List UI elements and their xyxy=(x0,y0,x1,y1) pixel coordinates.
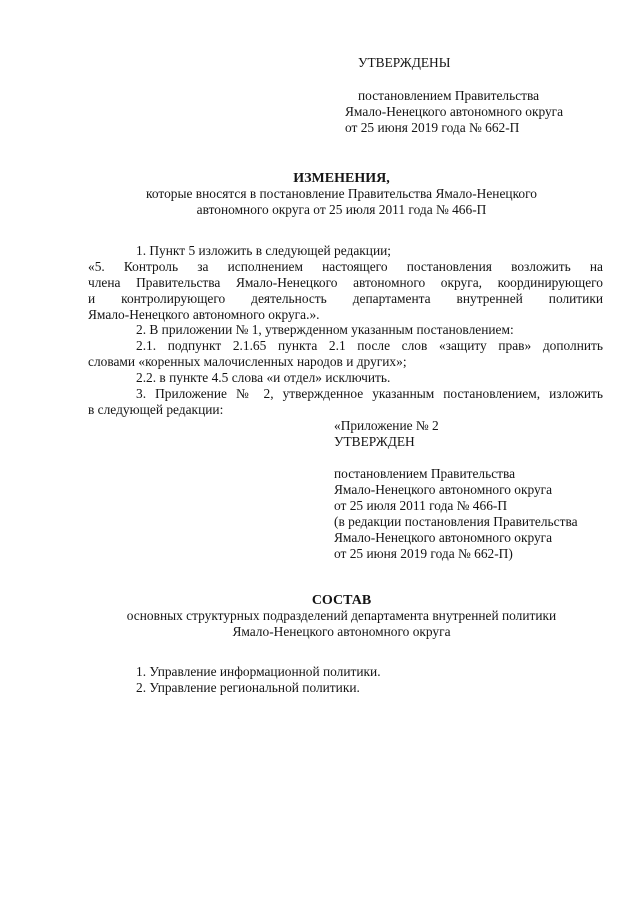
composition-item-1: 1. Управление информационной политики. xyxy=(136,664,381,679)
appendix-label: «Приложение № 2 xyxy=(334,418,439,433)
composition-heading: СОСТАВ xyxy=(311,593,372,608)
paragraph-3: 2. В приложении № 1, утвержденном указанным постановлением: xyxy=(136,322,514,337)
changes-subtitle-1: которые вносятся в постановление Правительства Ямало-Ненецкого xyxy=(146,186,537,201)
paragraph-2-line-1: «5. Контроль за исполнением настоящего постановления возложить на xyxy=(88,259,603,274)
paragraph-1: 1. Пункт 5 изложить в следующей редакции; xyxy=(136,243,392,258)
changes-subtitle-2: автономного округа от 25 июля 2011 года № 466-П xyxy=(196,202,487,217)
appendix-line-2: Ямало-Ненецкого автономного округа xyxy=(334,482,553,497)
approval-title: УТВЕРЖДЕНЫ xyxy=(358,55,451,70)
approval-line-1: постановлением Правительства xyxy=(358,88,540,103)
composition-item-2: 2. Управление региональной политики. xyxy=(136,680,360,695)
paragraph-2-line-4: Ямало-Ненецкого автономного округа.». xyxy=(88,307,320,322)
appendix-line-6: от 25 июня 2019 года № 662-П) xyxy=(334,546,513,561)
changes-heading: ИЗМЕНЕНИЯ, xyxy=(293,171,390,186)
approval-line-3: от 25 июня 2019 года № 662-П xyxy=(345,120,520,135)
appendix-line-3: от 25 июля 2011 года № 466-П xyxy=(334,498,508,513)
paragraph-2-line-3: и контролирующего деятельность департамента внутренней политики xyxy=(88,291,603,306)
composition-subtitle-2: Ямало-Ненецкого автономного округа xyxy=(232,624,451,639)
paragraph-5: 2.2. в пункте 4.5 слова «и отдел» исключить. xyxy=(136,370,391,385)
appendix-line-5: Ямало-Ненецкого автономного округа xyxy=(334,530,553,545)
paragraph-2-line-2: члена Правительства Ямало-Ненецкого автономного округа, координирующего xyxy=(88,275,603,290)
appendix-line-4: (в редакции постановления Правительства xyxy=(334,514,578,529)
paragraph-6-line-1: 3. Приложение № 2, утвержденное указанным постановлением, изложить xyxy=(136,386,603,401)
paragraph-6-line-2: в следующей редакции: xyxy=(88,402,224,417)
paragraph-4-line-1: 2.1. подпункт 2.1.65 пункта 2.1 после слов «защиту прав» дополнить xyxy=(136,338,603,353)
composition-subtitle-1: основных структурных подразделений департамента внутренней политики xyxy=(126,608,557,623)
appendix-line-1: постановлением Правительства xyxy=(334,466,516,481)
paragraph-4-line-2: словами «коренных малочисленных народов и других»; xyxy=(88,354,407,369)
appendix-approved: УТВЕРЖДЕН xyxy=(334,434,415,449)
approval-line-2: Ямало-Ненецкого автономного округа xyxy=(345,104,564,119)
